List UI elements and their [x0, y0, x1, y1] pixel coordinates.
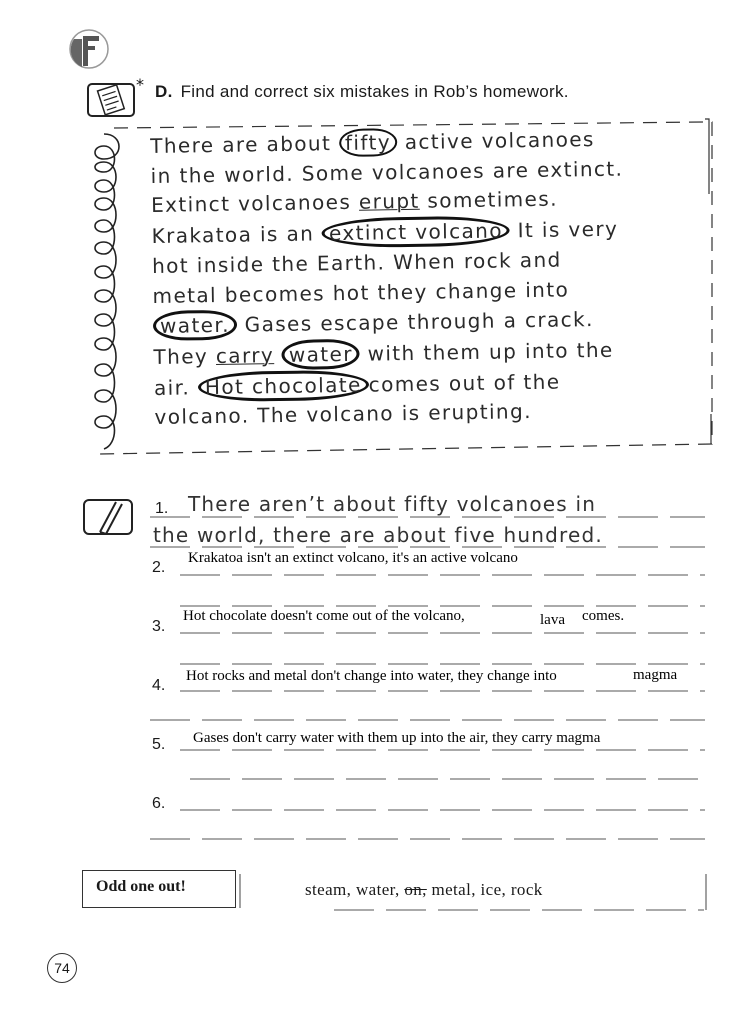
odd-word-1: steam, — [305, 880, 352, 899]
task-letter: D. — [155, 82, 173, 101]
homework-text-segment: with them up into the — [359, 337, 614, 366]
circled-mistake-fifty: fifty — [339, 128, 397, 157]
odd-one-out-label: Odd one out! — [96, 878, 186, 895]
unit-logo-icon — [66, 26, 112, 72]
underlined-mistake-carry: carry — [215, 343, 275, 368]
homework-line-10: volcano. The volcano is erupting. — [154, 399, 533, 430]
answer-1-line-1: There aren’t about fifty volcanoes in — [188, 492, 597, 516]
circled-mistake-hot-chocolate: Hot chocolate — [198, 369, 369, 402]
answer-4-text[interactable]: Hot rocks and metal don't change into water, they change into — [186, 668, 557, 684]
answer-number-2: 2. — [152, 559, 166, 576]
answer-number-4: 4. — [152, 677, 166, 694]
answer-3-end[interactable]: comes. — [582, 608, 625, 624]
pencil-writing-icon — [82, 496, 138, 540]
answer-number-1: 1. — [155, 500, 169, 517]
svg-text:*: * — [136, 78, 144, 94]
homework-text — [150, 123, 720, 433]
homework-text-segment: Gases escape through a crack. — [236, 307, 595, 337]
homework-text-segment: Extinct volcanoes — [150, 190, 360, 218]
odd-word-6: rock — [510, 880, 543, 899]
odd-one-out-words — [305, 880, 543, 900]
homework-line-5: hot inside the Earth. When rock and — [151, 247, 562, 278]
circled-mistake-water-2: water — [282, 339, 360, 370]
answer-number-3: 3. — [152, 618, 166, 635]
odd-word-5: ice, — [480, 880, 507, 899]
task-text: Find and correct six mistakes in Rob’s homework. — [180, 82, 569, 101]
spiral-binding — [95, 134, 119, 449]
answer-1-line-2: the world, there are about five hundred. — [153, 523, 603, 547]
homework-text-segment: Krakatoa is an — [151, 221, 323, 249]
circled-mistake-water: water. — [153, 310, 237, 341]
answer-number-5: 5. — [152, 736, 166, 753]
homework-text-segment: active volcanoes — [396, 127, 595, 155]
homework-line-2: in the world. Some volcanoes are extinct. — [150, 156, 624, 188]
homework-text-segment: comes out of the — [368, 369, 561, 397]
homework-text-segment: There are about — [150, 131, 340, 158]
circled-mistake-extinct-volcano: extinct volcano — [322, 215, 510, 248]
homework-text-segment: It is very — [509, 216, 619, 243]
answer-3-text[interactable]: Hot chocolate doesn't come out of the volcano, — [183, 608, 465, 624]
homework-text-segment: sometimes. — [419, 187, 559, 214]
answer-number-6: 6. — [152, 795, 166, 812]
odd-word-2: water, — [355, 880, 400, 899]
odd-word-crossed: on, — [404, 880, 427, 899]
page-number: 74 — [47, 953, 77, 983]
homework-line-6: metal becomes hot they change into — [152, 276, 570, 308]
answer-3-word[interactable]: lava — [540, 612, 565, 628]
homework-text-segment: They — [153, 343, 217, 369]
task-instruction — [155, 82, 569, 102]
answer-4-word[interactable]: magma — [633, 667, 678, 683]
odd-word-4: metal, — [431, 880, 476, 899]
homework-text-segment: air. — [153, 374, 199, 400]
answer-2-text[interactable]: Krakatoa isn't an extinct volcano, it's an active volcano — [188, 550, 518, 566]
answer-5-text[interactable]: Gases don't carry water with them up into the air, they carry magma — [193, 730, 601, 746]
underlined-mistake-erupt: erupt — [358, 189, 420, 215]
